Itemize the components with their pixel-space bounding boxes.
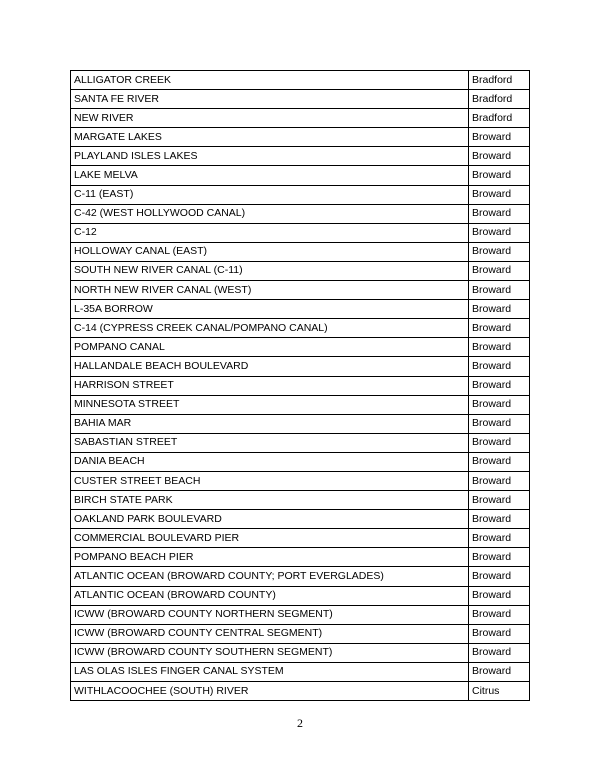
table-row [71, 414, 530, 433]
county-cell: Broward [469, 357, 530, 376]
table-row [71, 662, 530, 681]
table-row [71, 357, 530, 376]
water-body-cell: BIRCH STATE PARK [71, 491, 469, 510]
water-body-cell: NEW RIVER [71, 109, 469, 128]
county-cell: Bradford [469, 71, 530, 90]
table-row [71, 109, 530, 128]
county-cell: Broward [469, 548, 530, 567]
water-body-cell: WITHLACOOCHEE (SOUTH) RIVER [71, 682, 469, 701]
water-body-cell: SOUTH NEW RIVER CANAL (C-11) [71, 261, 469, 280]
table-row [71, 529, 530, 548]
table-row [71, 586, 530, 605]
county-cell: Broward [469, 605, 530, 624]
county-cell: Broward [469, 261, 530, 280]
table-row [71, 185, 530, 204]
county-cell: Broward [469, 185, 530, 204]
water-body-cell: ICWW (BROWARD COUNTY NORTHERN SEGMENT) [71, 605, 469, 624]
water-body-cell: COMMERCIAL BOULEVARD PIER [71, 529, 469, 548]
water-body-cell: POMPANO CANAL [71, 338, 469, 357]
table-row [71, 166, 530, 185]
table-row [71, 605, 530, 624]
county-cell: Broward [469, 147, 530, 166]
county-cell: Bradford [469, 109, 530, 128]
water-body-cell: SABASTIAN STREET [71, 433, 469, 452]
table-row [71, 395, 530, 414]
county-cell: Citrus [469, 682, 530, 701]
water-body-cell: HALLANDALE BEACH BOULEVARD [71, 357, 469, 376]
table-row [71, 242, 530, 261]
table-row [71, 90, 530, 109]
table-row [71, 128, 530, 147]
water-body-cell: OAKLAND PARK BOULEVARD [71, 510, 469, 529]
water-body-cell: C-11 (EAST) [71, 185, 469, 204]
table-row [71, 452, 530, 471]
page-number: 2 [297, 716, 303, 730]
table-row [71, 71, 530, 90]
county-cell: Broward [469, 281, 530, 300]
table-row [71, 624, 530, 643]
county-cell: Broward [469, 223, 530, 242]
table-row [71, 300, 530, 319]
water-body-cell: C-12 [71, 223, 469, 242]
county-cell: Broward [469, 338, 530, 357]
table-row [71, 643, 530, 662]
water-body-cell: C-14 (CYPRESS CREEK CANAL/POMPANO CANAL) [71, 319, 469, 338]
water-body-cell: SANTA FE RIVER [71, 90, 469, 109]
table-body [71, 71, 530, 701]
water-body-cell: BAHIA MAR [71, 414, 469, 433]
water-body-cell: C-42 (WEST HOLLYWOOD CANAL) [71, 204, 469, 223]
county-cell: Broward [469, 300, 530, 319]
county-cell: Broward [469, 510, 530, 529]
table-row [71, 567, 530, 586]
table-row [71, 548, 530, 567]
table-row [71, 491, 530, 510]
county-cell: Broward [469, 471, 530, 490]
county-cell: Broward [469, 433, 530, 452]
county-cell: Broward [469, 395, 530, 414]
county-cell: Broward [469, 491, 530, 510]
county-cell: Broward [469, 624, 530, 643]
table-row [71, 319, 530, 338]
water-body-table [70, 70, 530, 701]
county-cell: Broward [469, 128, 530, 147]
table-row [71, 376, 530, 395]
water-body-cell: NORTH NEW RIVER CANAL (WEST) [71, 281, 469, 300]
water-body-cell: POMPANO BEACH PIER [71, 548, 469, 567]
table-row [71, 510, 530, 529]
table-row [71, 682, 530, 701]
water-body-cell: MARGATE LAKES [71, 128, 469, 147]
county-cell: Broward [469, 643, 530, 662]
table-row [71, 281, 530, 300]
county-cell: Broward [469, 586, 530, 605]
water-body-cell: HARRISON STREET [71, 376, 469, 395]
water-body-cell: ATLANTIC OCEAN (BROWARD COUNTY; PORT EVERGLADES) [71, 567, 469, 586]
table-row [71, 433, 530, 452]
water-body-cell: L-35A BORROW [71, 300, 469, 319]
table-row [71, 223, 530, 242]
county-cell: Broward [469, 529, 530, 548]
table-row [71, 204, 530, 223]
water-body-cell: MINNESOTA STREET [71, 395, 469, 414]
county-cell: Broward [469, 567, 530, 586]
county-cell: Broward [469, 204, 530, 223]
table-row [71, 261, 530, 280]
water-body-cell: PLAYLAND ISLES LAKES [71, 147, 469, 166]
water-body-cell: LAKE MELVA [71, 166, 469, 185]
county-cell: Broward [469, 376, 530, 395]
county-cell: Broward [469, 242, 530, 261]
water-body-cell: DANIA BEACH [71, 452, 469, 471]
table-row [71, 147, 530, 166]
water-body-cell: HOLLOWAY CANAL (EAST) [71, 242, 469, 261]
county-cell: Broward [469, 319, 530, 338]
water-body-cell: ATLANTIC OCEAN (BROWARD COUNTY) [71, 586, 469, 605]
water-body-cell: ALLIGATOR CREEK [71, 71, 469, 90]
table-row [71, 338, 530, 357]
county-cell: Broward [469, 452, 530, 471]
county-cell: Broward [469, 166, 530, 185]
water-body-cell: ICWW (BROWARD COUNTY SOUTHERN SEGMENT) [71, 643, 469, 662]
county-cell: Broward [469, 662, 530, 681]
table-row [71, 471, 530, 490]
county-cell: Bradford [469, 90, 530, 109]
county-cell: Broward [469, 414, 530, 433]
water-body-cell: ICWW (BROWARD COUNTY CENTRAL SEGMENT) [71, 624, 469, 643]
water-body-cell: CUSTER STREET BEACH [71, 471, 469, 490]
water-body-cell: LAS OLAS ISLES FINGER CANAL SYSTEM [71, 662, 469, 681]
